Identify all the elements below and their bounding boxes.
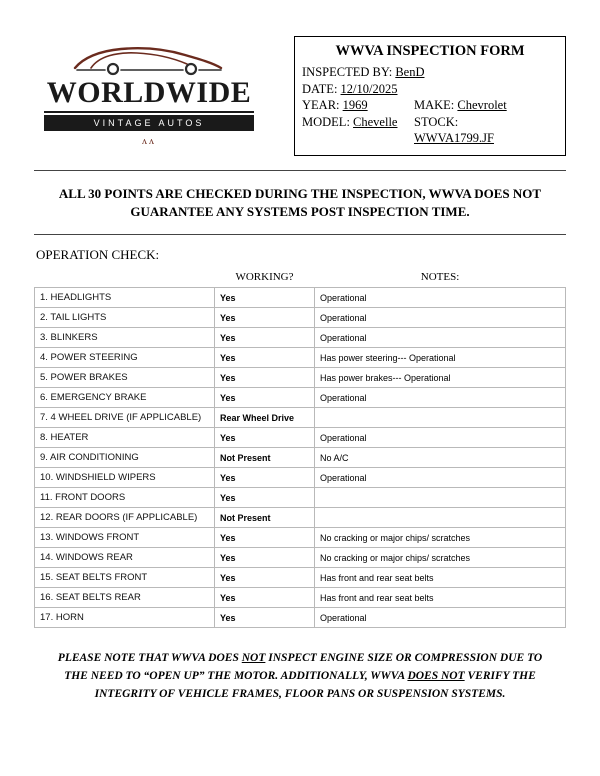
row-working-value: Yes (215, 388, 315, 408)
footer-line-1-a: PLEASE NOTE THAT WWVA DOES (57, 652, 242, 665)
row-item-label: 15. SEAT BELTS FRONT (35, 568, 215, 588)
row-working-value: Yes (215, 348, 315, 368)
stock-value-line (302, 130, 558, 147)
footer-disclaimer (34, 650, 566, 703)
table-row (35, 328, 566, 348)
table-head (35, 270, 566, 288)
row-working-value: Yes (215, 488, 315, 508)
date-line (302, 81, 558, 98)
row-notes-value: Operational (315, 388, 566, 408)
statement-divider (34, 234, 566, 235)
row-working-value: Yes (215, 288, 315, 308)
row-item-label: 9. AIR CONDITIONING (35, 448, 215, 468)
footer-line-1 (40, 650, 560, 668)
header-divider (34, 170, 566, 171)
model-stock-line (302, 114, 558, 131)
row-working-value: Yes (215, 308, 315, 328)
footer-line-1-b: INSPECT ENGINE SIZE OR COMPRESSION DUE TO (265, 652, 543, 665)
inspection-statement: ALL 30 POINTS ARE CHECKED DURING THE INSPECTION, WWVA DOES NOT GUARANTEE ANY SYSTEMS POST INSPECTION TIME. (58, 185, 542, 220)
logo-subtitle: VINTAGE AUTOS (44, 115, 254, 131)
model-field (302, 114, 414, 131)
row-notes-value (315, 488, 566, 508)
row-working-value: Not Present (215, 508, 315, 528)
table-row (35, 568, 566, 588)
footer-line-2 (40, 668, 560, 686)
inspected-by-line (302, 64, 558, 81)
row-notes-value: Operational (315, 468, 566, 488)
row-item-label: 17. HORN (35, 608, 215, 628)
footer-line-2-b: VERIFY THE (464, 670, 536, 683)
model-label: MODEL: (302, 114, 350, 129)
header-working: WORKING? (235, 271, 294, 284)
row-item-label: 4. POWER STEERING (35, 348, 215, 368)
row-item-label: 8. HEATER (35, 428, 215, 448)
row-item-label: 5. POWER BRAKES (35, 368, 215, 388)
logo-wordmark: WORLDWIDE (46, 76, 252, 109)
row-notes-value: Has power steering--- Operational (315, 348, 566, 368)
table-row (35, 468, 566, 488)
year-field (302, 97, 414, 114)
footer-line-1-underline: NOT (241, 652, 266, 665)
year-make-line (302, 97, 558, 114)
row-item-label: 13. WINDOWS FRONT (35, 528, 215, 548)
stock-spacer (302, 130, 414, 147)
row-notes-value: Operational (315, 288, 566, 308)
form-header (34, 36, 566, 156)
stock-field (414, 114, 558, 131)
table-row (35, 428, 566, 448)
date-value: 12/10/2025 (340, 81, 398, 96)
row-working-value: Yes (215, 568, 315, 588)
row-notes-value: No cracking or major chips/ scratches (315, 548, 566, 568)
make-label: MAKE: (414, 98, 455, 113)
row-notes-value: Operational (315, 428, 566, 448)
row-working-value: Yes (215, 548, 315, 568)
row-item-label: 1. HEADLIGHTS (35, 288, 215, 308)
row-working-value: Yes (215, 428, 315, 448)
row-notes-value: Has front and rear seat belts (315, 568, 566, 588)
row-notes-value: Has front and rear seat belts (315, 588, 566, 608)
inspected-by-value: BenD (395, 65, 425, 80)
row-notes-value: Has power brakes--- Operational (315, 368, 566, 388)
footer-line-3: INTEGRITY OF VEHICLE FRAMES, FLOOR PANS OR SUSPENSION SYSTEMS. (94, 687, 506, 700)
header-item (35, 270, 215, 288)
row-working-value: Yes (215, 588, 315, 608)
table-row (35, 288, 566, 308)
table-row (35, 488, 566, 508)
company-logo (34, 36, 254, 147)
make-value: Chevrolet (457, 98, 507, 113)
row-item-label: 10. WINDSHIELD WIPERS (35, 468, 215, 488)
row-notes-value: No cracking or major chips/ scratches (315, 528, 566, 548)
row-item-label: 11. FRONT DOORS (35, 488, 215, 508)
operation-check-table (34, 270, 566, 628)
footer-line-2-underline: DOES NOT (407, 670, 465, 683)
table-row (35, 508, 566, 528)
row-notes-value (315, 508, 566, 528)
model-value: Chevelle (353, 114, 398, 129)
stock-value: WWVA1799.JF (414, 131, 494, 146)
row-working-value: Yes (215, 368, 315, 388)
row-notes-value: Operational (315, 308, 566, 328)
inspection-info-box (294, 36, 566, 156)
inspected-by-label: INSPECTED BY: (302, 65, 393, 80)
date-label: DATE: (302, 81, 338, 96)
table-row (35, 448, 566, 468)
row-notes-value: Operational (315, 328, 566, 348)
row-item-label: 2. TAIL LIGHTS (35, 308, 215, 328)
operation-check-title: OPERATION CHECK: (36, 247, 160, 263)
row-working-value: Yes (215, 328, 315, 348)
table-row (35, 388, 566, 408)
table-row (35, 348, 566, 368)
row-item-label: 3. BLINKERS (35, 328, 215, 348)
table-row (35, 528, 566, 548)
table-row (35, 408, 566, 428)
header-notes: NOTES: (420, 271, 460, 284)
make-field (414, 97, 558, 114)
row-working-value: Rear Wheel Drive (215, 408, 315, 428)
car-silhouette-icon (69, 42, 229, 76)
table-row (35, 308, 566, 328)
table-header-row (35, 270, 566, 288)
table-row (35, 588, 566, 608)
year-label: YEAR: (302, 98, 340, 113)
footer-line-2-a: THE NEED TO “OPEN UP” THE MOTOR. ADDITIONALLY, WWVA (64, 670, 408, 683)
row-working-value: Yes (215, 528, 315, 548)
stock-label: STOCK: (414, 114, 459, 129)
row-working-value: Yes (215, 608, 315, 628)
table-row (35, 368, 566, 388)
row-item-label: 7. 4 WHEEL DRIVE (IF APPLICABLE) (35, 408, 215, 428)
row-item-label: 16. SEAT BELTS REAR (35, 588, 215, 608)
form-title: WWVA INSPECTION FORM (335, 43, 525, 59)
row-working-value: Yes (215, 468, 315, 488)
row-notes-value: Operational (315, 608, 566, 628)
row-item-label: 6. EMERGENCY BRAKE (35, 388, 215, 408)
row-notes-value (315, 408, 566, 428)
row-item-label: 14. WINDOWS REAR (35, 548, 215, 568)
row-item-label: 12. REAR DOORS (IF APPLICABLE) (35, 508, 215, 528)
logo-flourish: ᴧᴧ (142, 136, 156, 147)
table-row (35, 608, 566, 628)
row-working-value: Not Present (215, 448, 315, 468)
table-row (35, 548, 566, 568)
year-value: 1969 (342, 98, 368, 113)
table-body (35, 288, 566, 628)
logo-divider (44, 111, 254, 113)
row-notes-value: No A/C (315, 448, 566, 468)
